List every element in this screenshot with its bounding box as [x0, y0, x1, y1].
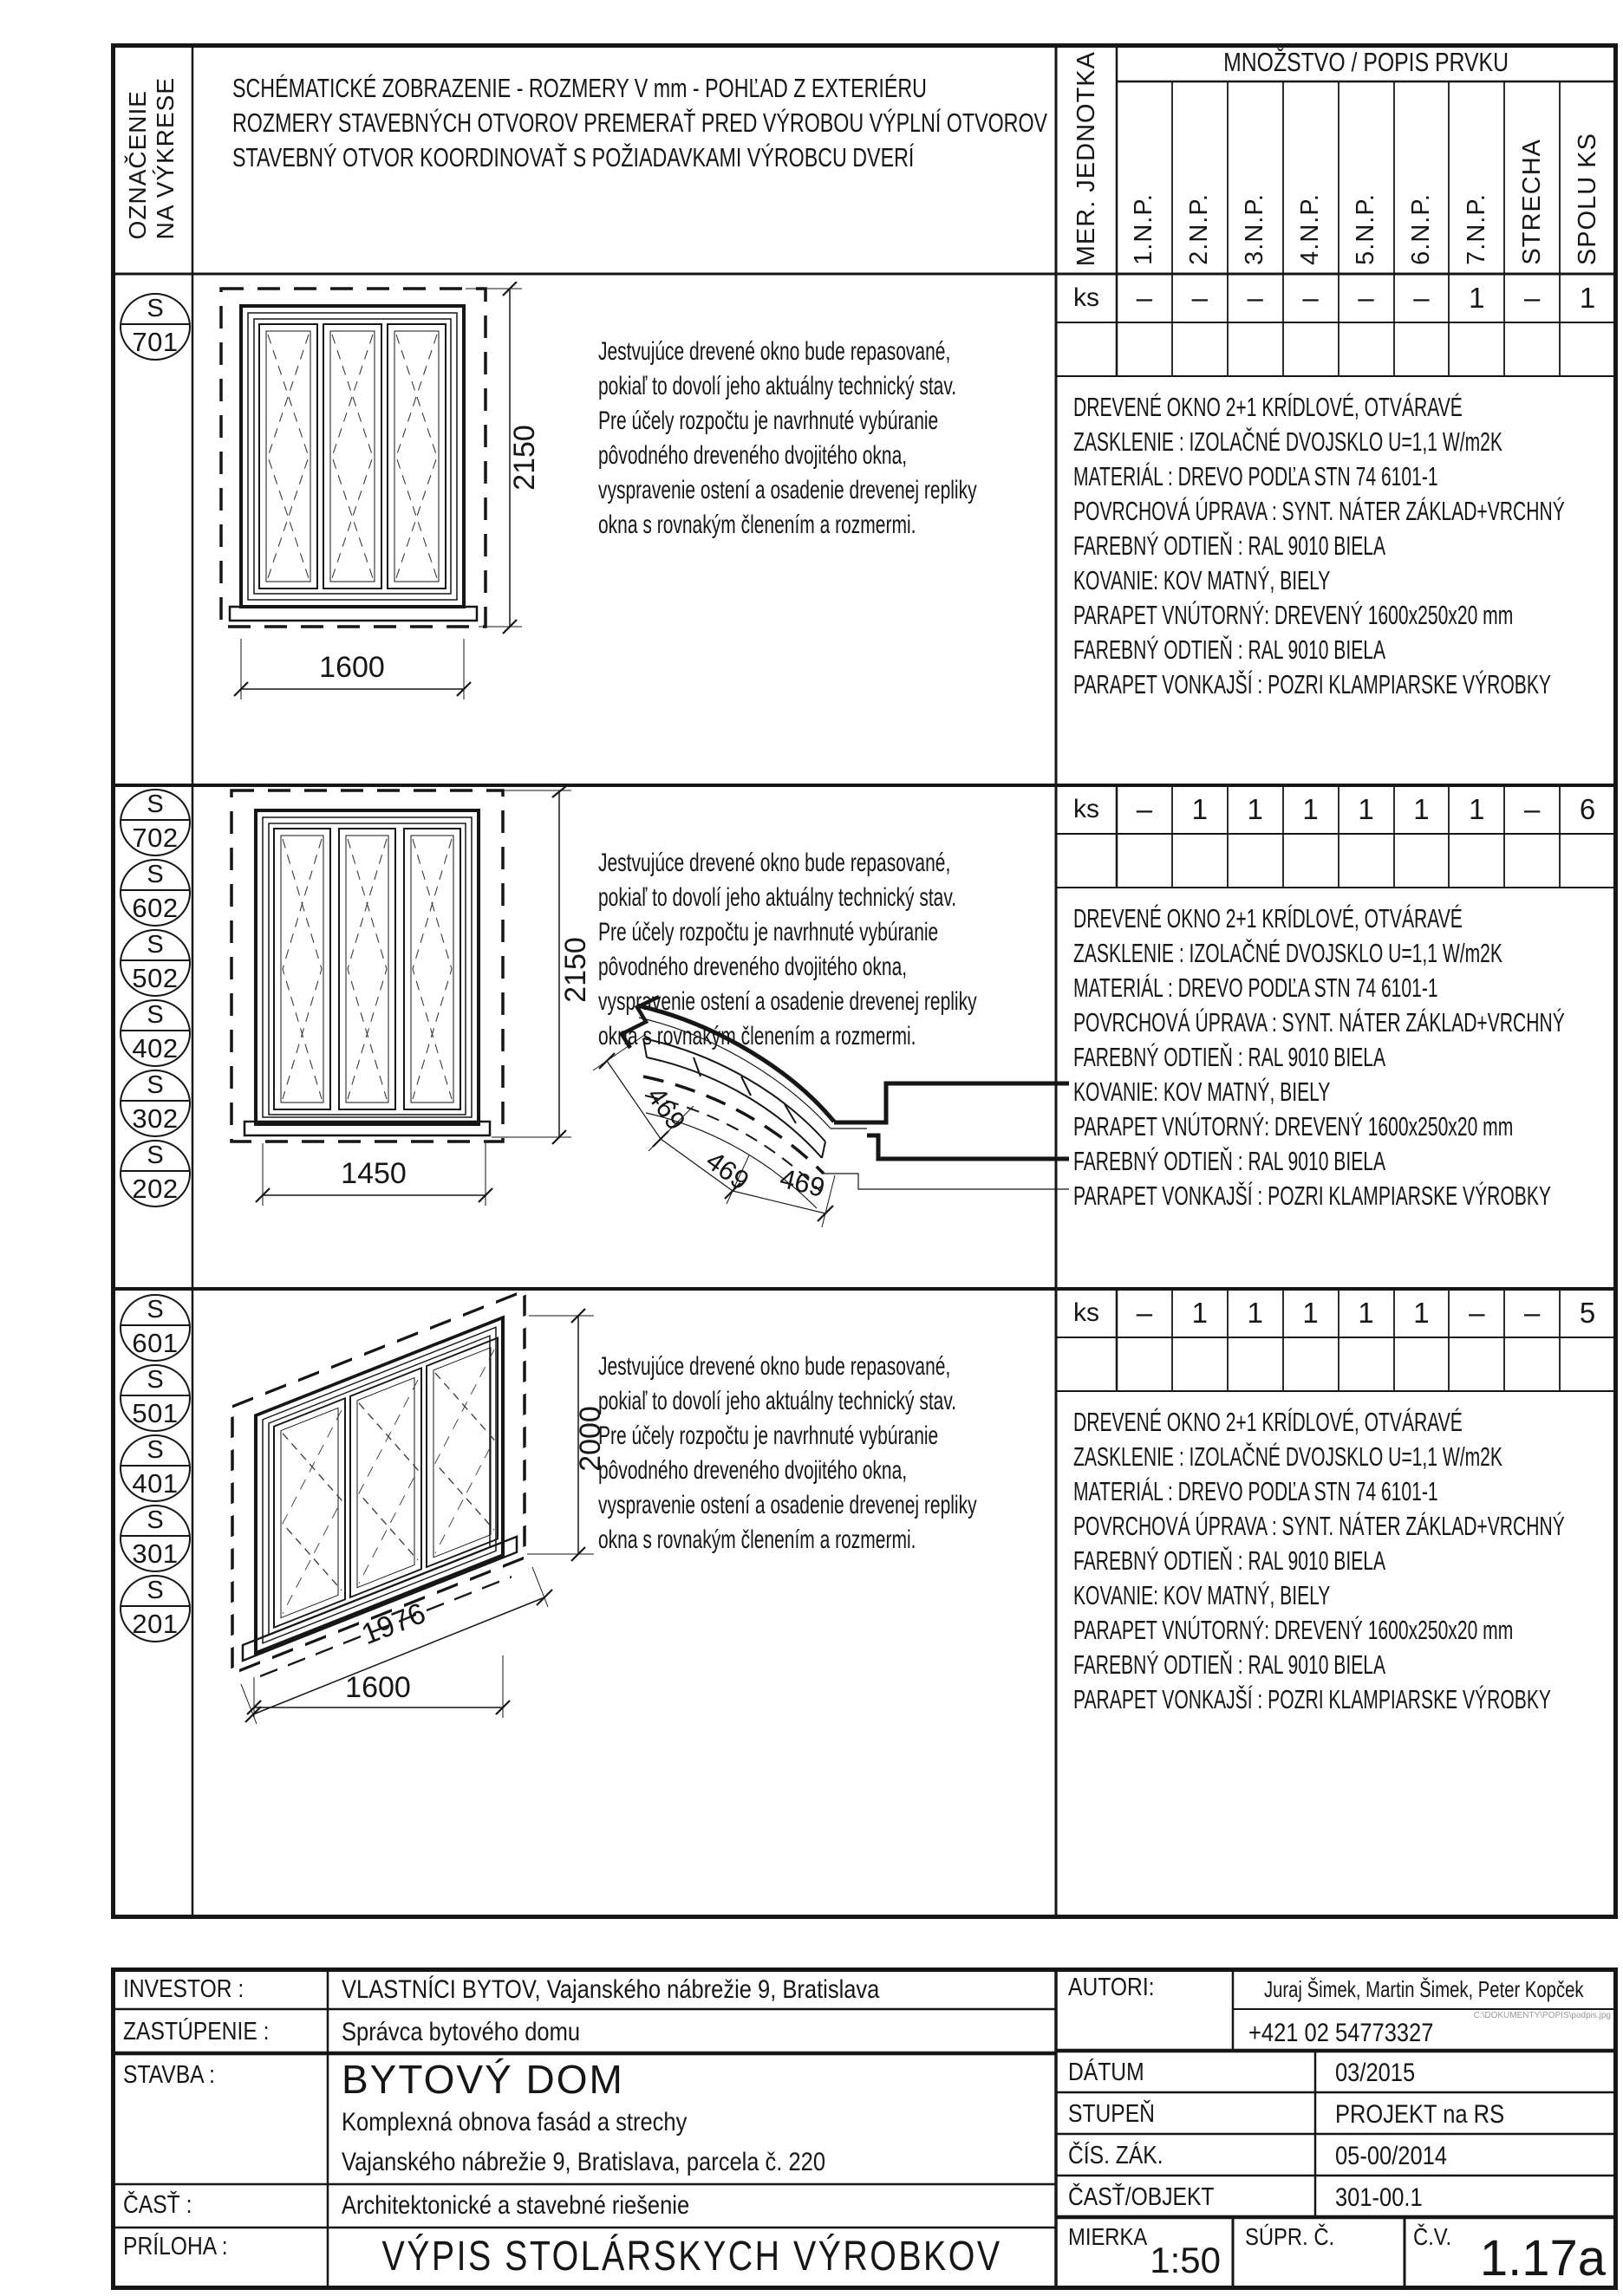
window-marker: S 302: [120, 1070, 191, 1137]
qty-cell: 1: [1302, 1297, 1319, 1329]
dim-height-label: 2000: [574, 1406, 607, 1472]
qty-cell: 5: [1579, 1297, 1596, 1329]
zastupenie-label: ZASTÚPENIE :: [123, 2018, 270, 2046]
window-marker: S 402: [120, 999, 191, 1067]
qty-cell: 1: [1358, 793, 1374, 825]
dim-segment-label: 469: [641, 1081, 692, 1136]
priloha-value: VÝPIS STOLÁRSKYCH VÝROBKOV: [381, 2233, 1002, 2280]
dim-width-label: 1600: [345, 1671, 411, 1704]
qty-cell: –: [1469, 1297, 1485, 1329]
dim-segment-label: 469: [700, 1145, 755, 1196]
cast-label: ČASŤ :: [123, 2191, 192, 2219]
qty-cell: 1: [1247, 793, 1263, 825]
qty-cell: 1: [1579, 282, 1596, 314]
unit-cell: ks: [1073, 795, 1099, 823]
cv-label: Č.V.: [1413, 2223, 1452, 2250]
product-description: DREVENÉ OKNO 2+1 KRÍDLOVÉ, OTVÁRAVÉ ZASKLENIE : IZOLAČNÉ DVOJSKLO U=1,1 W/m2K MATERIÁL : DREVO PODĽA STN 74 6101-1 POVRCHOVÁ ÚPRAVA : SYNT. NÁTER ZÁKLAD+VRCHNÝ FAREBNÝ ODTIEŇ : RAL 9010 BIELA KOVANIE: KOV MATNÝ, BIELY PARAPET VNÚTORNÝ: DREVENÝ 1600x250x20 mm FAREBNÝ ODTIEŇ : RAL 9010 BIELA PARAPET VONKAJŠÍ : POZRI KLAMPIARSKE VÝROBKY: [1073, 392, 1565, 699]
autori-value: Juraj Šimek, Martin Šimek, Peter Kopček: [1263, 1975, 1584, 2002]
quantity-title: MNOŽSTVO / POPIS PRVKU: [1223, 47, 1509, 77]
window-marker: S 301: [120, 1505, 191, 1572]
window-elevation-drawing-701: [204, 282, 568, 767]
column-header: STRECHA: [1517, 139, 1546, 265]
column-header: 1.N.P.: [1130, 193, 1158, 265]
qty-cell: –: [1523, 793, 1541, 825]
qty-cell: 1: [1358, 1297, 1374, 1329]
stupen-value: PROJEKT na RS: [1335, 2100, 1505, 2129]
qty-cell: –: [1247, 282, 1263, 314]
header-note-line: SCHÉMATICKÉ ZOBRAZENIE - ROZMERY V mm - POHĽAD Z EXTERIÉRU: [232, 73, 927, 103]
header-notes: [232, 71, 1099, 175]
qty-cell: –: [1523, 1297, 1541, 1329]
repair-note: Jestvujúce drevené okno bude repasované, pokiaľ to dovolí jeho aktuálny technický stav. Pre účely rozpočtu je navrhnuté vybúranie pôvodného dreveného dvojitého okna, vyspravenie ostení a osadenie drevenej repliky okna s rovnakým členením a rozmermi.: [598, 849, 977, 1050]
qty-cell: 6: [1579, 793, 1596, 825]
window-marker: S 602: [120, 859, 191, 927]
qty-cell: –: [1302, 282, 1319, 314]
qty-cell: –: [1358, 282, 1374, 314]
unit-cell: ks: [1073, 283, 1099, 312]
investor-label: INVESTOR :: [123, 1975, 244, 2003]
window-marker: S 702: [120, 789, 191, 856]
dim-segment-label: 469: [777, 1162, 828, 1204]
unit-cell: ks: [1073, 1298, 1099, 1327]
qty-cell: 1: [1469, 793, 1485, 825]
window-marker: S 201: [120, 1575, 191, 1642]
supr-label: SÚPR. Č.: [1245, 2223, 1335, 2250]
qty-cell: –: [1136, 282, 1153, 314]
qty-cell: 1: [1247, 1297, 1263, 1329]
qty-cell: –: [1136, 1297, 1153, 1329]
qty-cell: 1: [1302, 793, 1319, 825]
signature-path-note: C:\DOKUMENTY\POPIS\podpis.jpg: [1473, 2011, 1611, 2020]
dim-diagonal-label: 1976: [356, 1597, 431, 1652]
legend-column-header: [111, 43, 192, 274]
autori-label: AUTORI:: [1068, 1974, 1155, 2001]
product-description: DREVENÉ OKNO 2+1 KRÍDLOVÉ, OTVÁRAVÉ ZASKLENIE : IZOLAČNÉ DVOJSKLO U=1,1 W/m2K MATERIÁL : DREVO PODĽA STN 74 6101-1 POVRCHOVÁ ÚPRAVA : SYNT. NÁTER ZÁKLAD+VRCHNÝ FAREBNÝ ODTIEŇ : RAL 9010 BIELA KOVANIE: KOV MATNÝ, BIELY PARAPET VNÚTORNÝ: DREVENÝ 1600x250x20 mm FAREBNÝ ODTIEŇ : RAL 9010 BIELA PARAPET VONKAJŠÍ : POZRI KLAMPIARSKE VÝROBKY: [1073, 903, 1565, 1211]
cast-objekt-value: 301-00.1: [1335, 2183, 1423, 2212]
zastupenie-value: Správca bytového domu: [342, 2018, 581, 2046]
priloha-label: PRÍLOHA :: [123, 2233, 228, 2260]
header-note-line: STAVEBNÝ OTVOR KOORDINOVAŤ S POŽIADAVKAMI VÝROBCU DVERÍ: [232, 142, 915, 172]
cis-zak-label: ČÍS. ZÁK.: [1068, 2142, 1163, 2169]
quantity-row: [1056, 1289, 1615, 1337]
qty-cell: 1: [1191, 793, 1208, 825]
qty-cell: –: [1191, 282, 1208, 314]
cis-zak-value: 05-00/2014: [1335, 2142, 1448, 2170]
product-description: DREVENÉ OKNO 2+1 KRÍDLOVÉ, OTVÁRAVÉ ZASKLENIE : IZOLAČNÉ DVOJSKLO U=1,1 W/m2K MATERIÁL : DREVO PODĽA STN 74 6101-1 POVRCHOVÁ ÚPRAVA : SYNT. NÁTER ZÁKLAD+VRCHNÝ FAREBNÝ ODTIEŇ : RAL 9010 BIELA KOVANIE: KOV MATNÝ, BIELY PARAPET VNÚTORNÝ: DREVENÝ 1600x250x20 mm FAREBNÝ ODTIEŇ : RAL 9010 BIELA PARAPET VONKAJŠÍ : POZRI KLAMPIARSKE VÝROBKY: [1073, 1407, 1565, 1714]
investor-value: VLASTNÍCI BYTOV, Vajanského nábrežie 9, Bratislava: [342, 1975, 880, 2004]
qty-cell: –: [1136, 793, 1153, 825]
qty-cell: 1: [1469, 282, 1485, 314]
title-block: [111, 1968, 1618, 2290]
datum-value: 03/2015: [1335, 2059, 1416, 2087]
cast-value: Architektonické a stavebné riešenie: [342, 2191, 690, 2220]
stavba-line1: Komplexná obnova fasád a strechy: [342, 2108, 688, 2137]
window-marker: S 701: [120, 293, 191, 361]
stavba-label: STAVBA :: [123, 2061, 215, 2089]
cast-objekt-label: ČASŤ/OBJEKT: [1068, 2183, 1215, 2211]
unit-column-header: MER. JEDNOTKA: [1072, 50, 1100, 267]
qty-cell: –: [1413, 282, 1430, 314]
column-header: 5.N.P.: [1351, 193, 1379, 265]
floor-columns: [1117, 81, 1615, 274]
datum-label: DÁTUM: [1068, 2059, 1144, 2086]
window-marker: S 501: [120, 1364, 191, 1432]
qty-cell: 1: [1191, 1297, 1208, 1329]
quantity-row: [1056, 274, 1615, 322]
autori-phone: +421 02 54773327: [1248, 2019, 1434, 2047]
column-header: 3.N.P.: [1241, 193, 1269, 265]
main-table: [111, 43, 1618, 1919]
mierka-value: 1:50: [1150, 2240, 1221, 2280]
dim-height-label: 2150: [559, 937, 592, 1003]
column-header: 4.N.P.: [1296, 193, 1325, 265]
qty-cell: –: [1523, 282, 1541, 314]
qty-cell: 1: [1413, 793, 1430, 825]
dim-height-label: 2150: [508, 425, 541, 491]
column-header: 6.N.P.: [1406, 193, 1435, 265]
stavba-line2: Vajanského nábrežie 9, Bratislava, parcela č. 220: [342, 2148, 826, 2176]
repair-note: Jestvujúce drevené okno bude repasované, pokiaľ to dovolí jeho aktuálny technický stav. Pre účely rozpočtu je navrhnuté vybúranie pôvodného dreveného dvojitého okna, vyspravenie ostení a osadenie drevenej repliky okna s rovnakým členením a rozmermi.: [598, 337, 977, 539]
quantity-row: [1056, 785, 1615, 834]
legend-line1: OZNAČENIE: [124, 90, 151, 240]
stupen-label: STUPEŇ: [1068, 2100, 1155, 2128]
qty-cell: 1: [1413, 1297, 1430, 1329]
column-header: 2.N.P.: [1185, 193, 1214, 265]
window-perspective-drawing-601: [208, 1283, 642, 1889]
dim-width-label: 1600: [319, 651, 385, 684]
legend-line2: NA VÝKRESE: [152, 77, 179, 240]
cv-value: 1.17a: [1479, 2230, 1606, 2286]
window-marker: S 502: [120, 929, 191, 997]
window-marker: S 601: [120, 1294, 191, 1362]
mierka-label: MIERKA: [1068, 2223, 1148, 2250]
header-note-line: ROZMERY STAVEBNÝCH OTVOROV PREMERAŤ PRED VÝROBOU VÝPLNÍ OTVOROV: [232, 107, 1048, 138]
repair-note: Jestvujúce drevené okno bude repasované, pokiaľ to dovolí jeho aktuálny technický stav. Pre účely rozpočtu je navrhnuté vybúranie pôvodného dreveného dvojitého okna, vyspravenie ostení a osadenie drevenej repliky okna s rovnakým členením a rozmermi.: [598, 1352, 977, 1554]
stavba-title: BYTOVÝ DOM: [342, 2057, 624, 2102]
column-header: SPOLU KS: [1573, 132, 1601, 265]
window-marker: S 401: [120, 1434, 191, 1502]
column-header: 7.N.P.: [1462, 193, 1490, 265]
dim-width-label: 1450: [341, 1157, 407, 1190]
window-marker: S 202: [120, 1140, 191, 1207]
